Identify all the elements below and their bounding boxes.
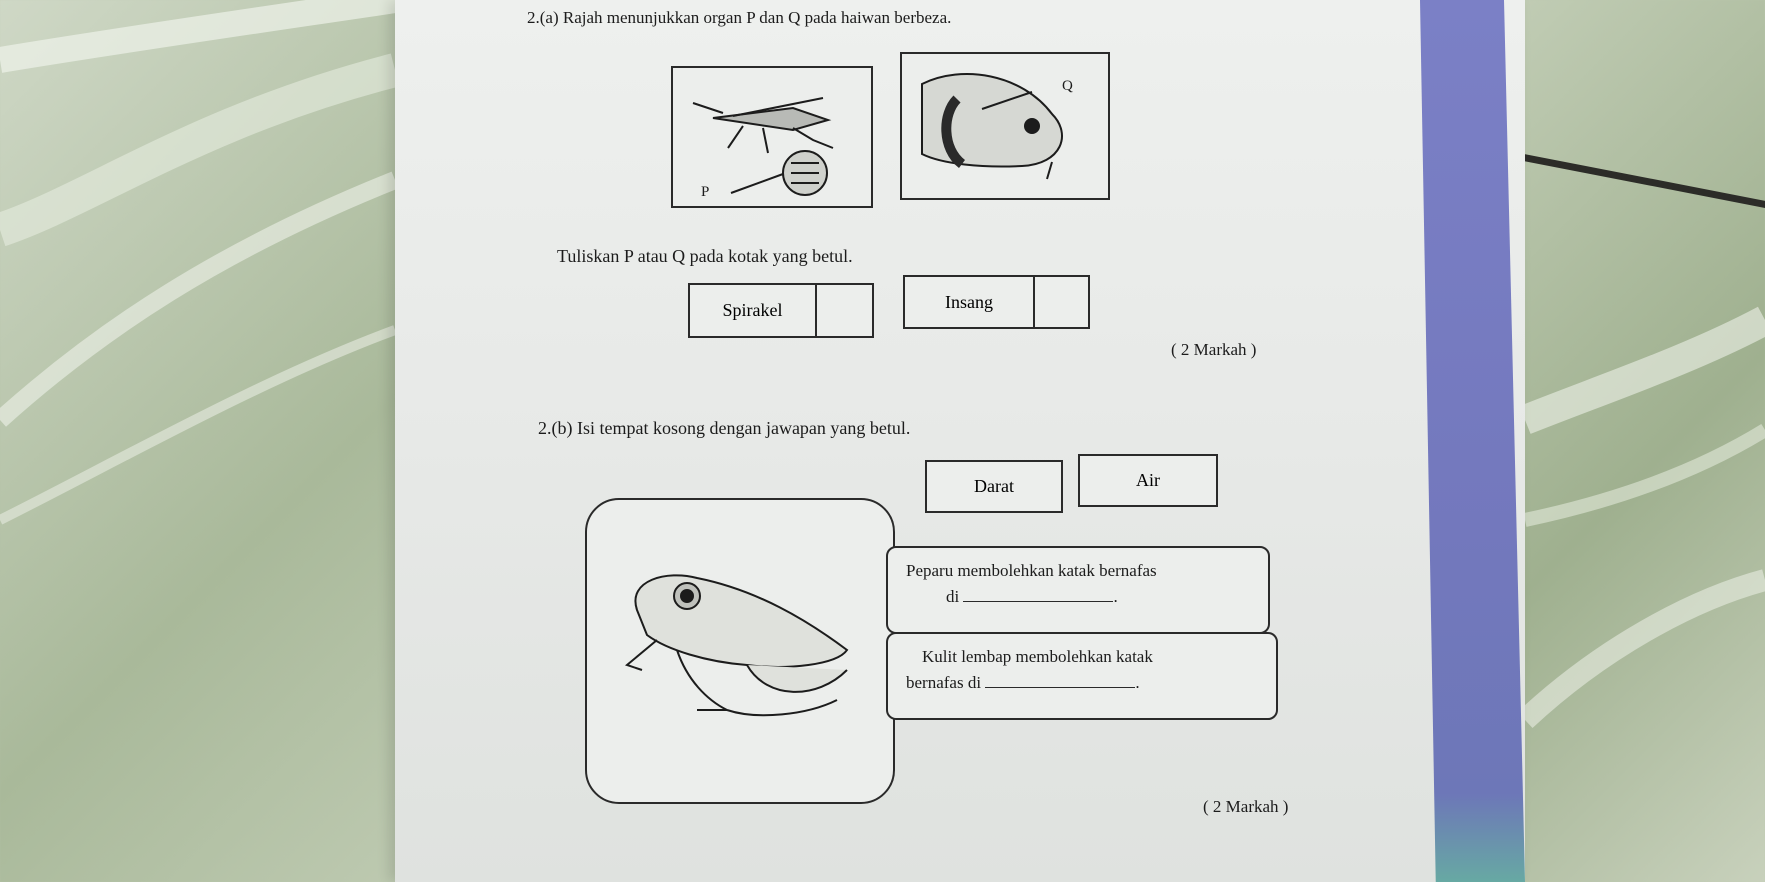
- question-2a-title: 2.(a) Rajah menunjukkan organ P dan Q pada haiwan berbeza.: [527, 8, 952, 27]
- grasshopper-image: [671, 66, 873, 208]
- frog-image-box: [585, 498, 895, 804]
- option-spirakel: Spirakel: [688, 283, 817, 338]
- blank-1[interactable]: [963, 587, 1113, 602]
- marks-2a: ( 2 Markah ): [1171, 340, 1257, 359]
- marks-2b: ( 2 Markah ): [1203, 797, 1289, 816]
- label-p: P: [701, 184, 710, 200]
- sentence-2-line1: Kulit lembap membolehkan katak: [922, 647, 1153, 666]
- option-insang: Insang: [903, 275, 1035, 329]
- frog-icon: [587, 500, 893, 802]
- word-air: Air: [1078, 454, 1218, 507]
- answer-box-spirakel[interactable]: [815, 283, 874, 338]
- label-q: Q: [1062, 78, 1073, 94]
- question-2b-title: 2.(b) Isi tempat kosong dengan jawapan yang betul.: [538, 418, 911, 438]
- fish-head-icon: [902, 54, 1108, 198]
- sentence-1-line1: Peparu membolehkan katak bernafas: [906, 561, 1157, 580]
- grasshopper-icon: [673, 68, 871, 206]
- sentence-2-line2: bernafas di: [906, 673, 982, 692]
- answer-box-insang[interactable]: [1033, 275, 1090, 329]
- sentence-1-box: Peparu membolehkan katak bernafas di .: [886, 546, 1270, 634]
- sentence-2-box: Kulit lembap membolehkan katak bernafas di .: [886, 632, 1278, 720]
- fish-image: [900, 52, 1110, 200]
- sentence-1-line2: di: [946, 587, 960, 606]
- instruction-text: Tuliskan P atau Q pada kotak yang betul.: [557, 246, 853, 266]
- word-darat: Darat: [925, 460, 1063, 513]
- blank-2[interactable]: [985, 673, 1135, 688]
